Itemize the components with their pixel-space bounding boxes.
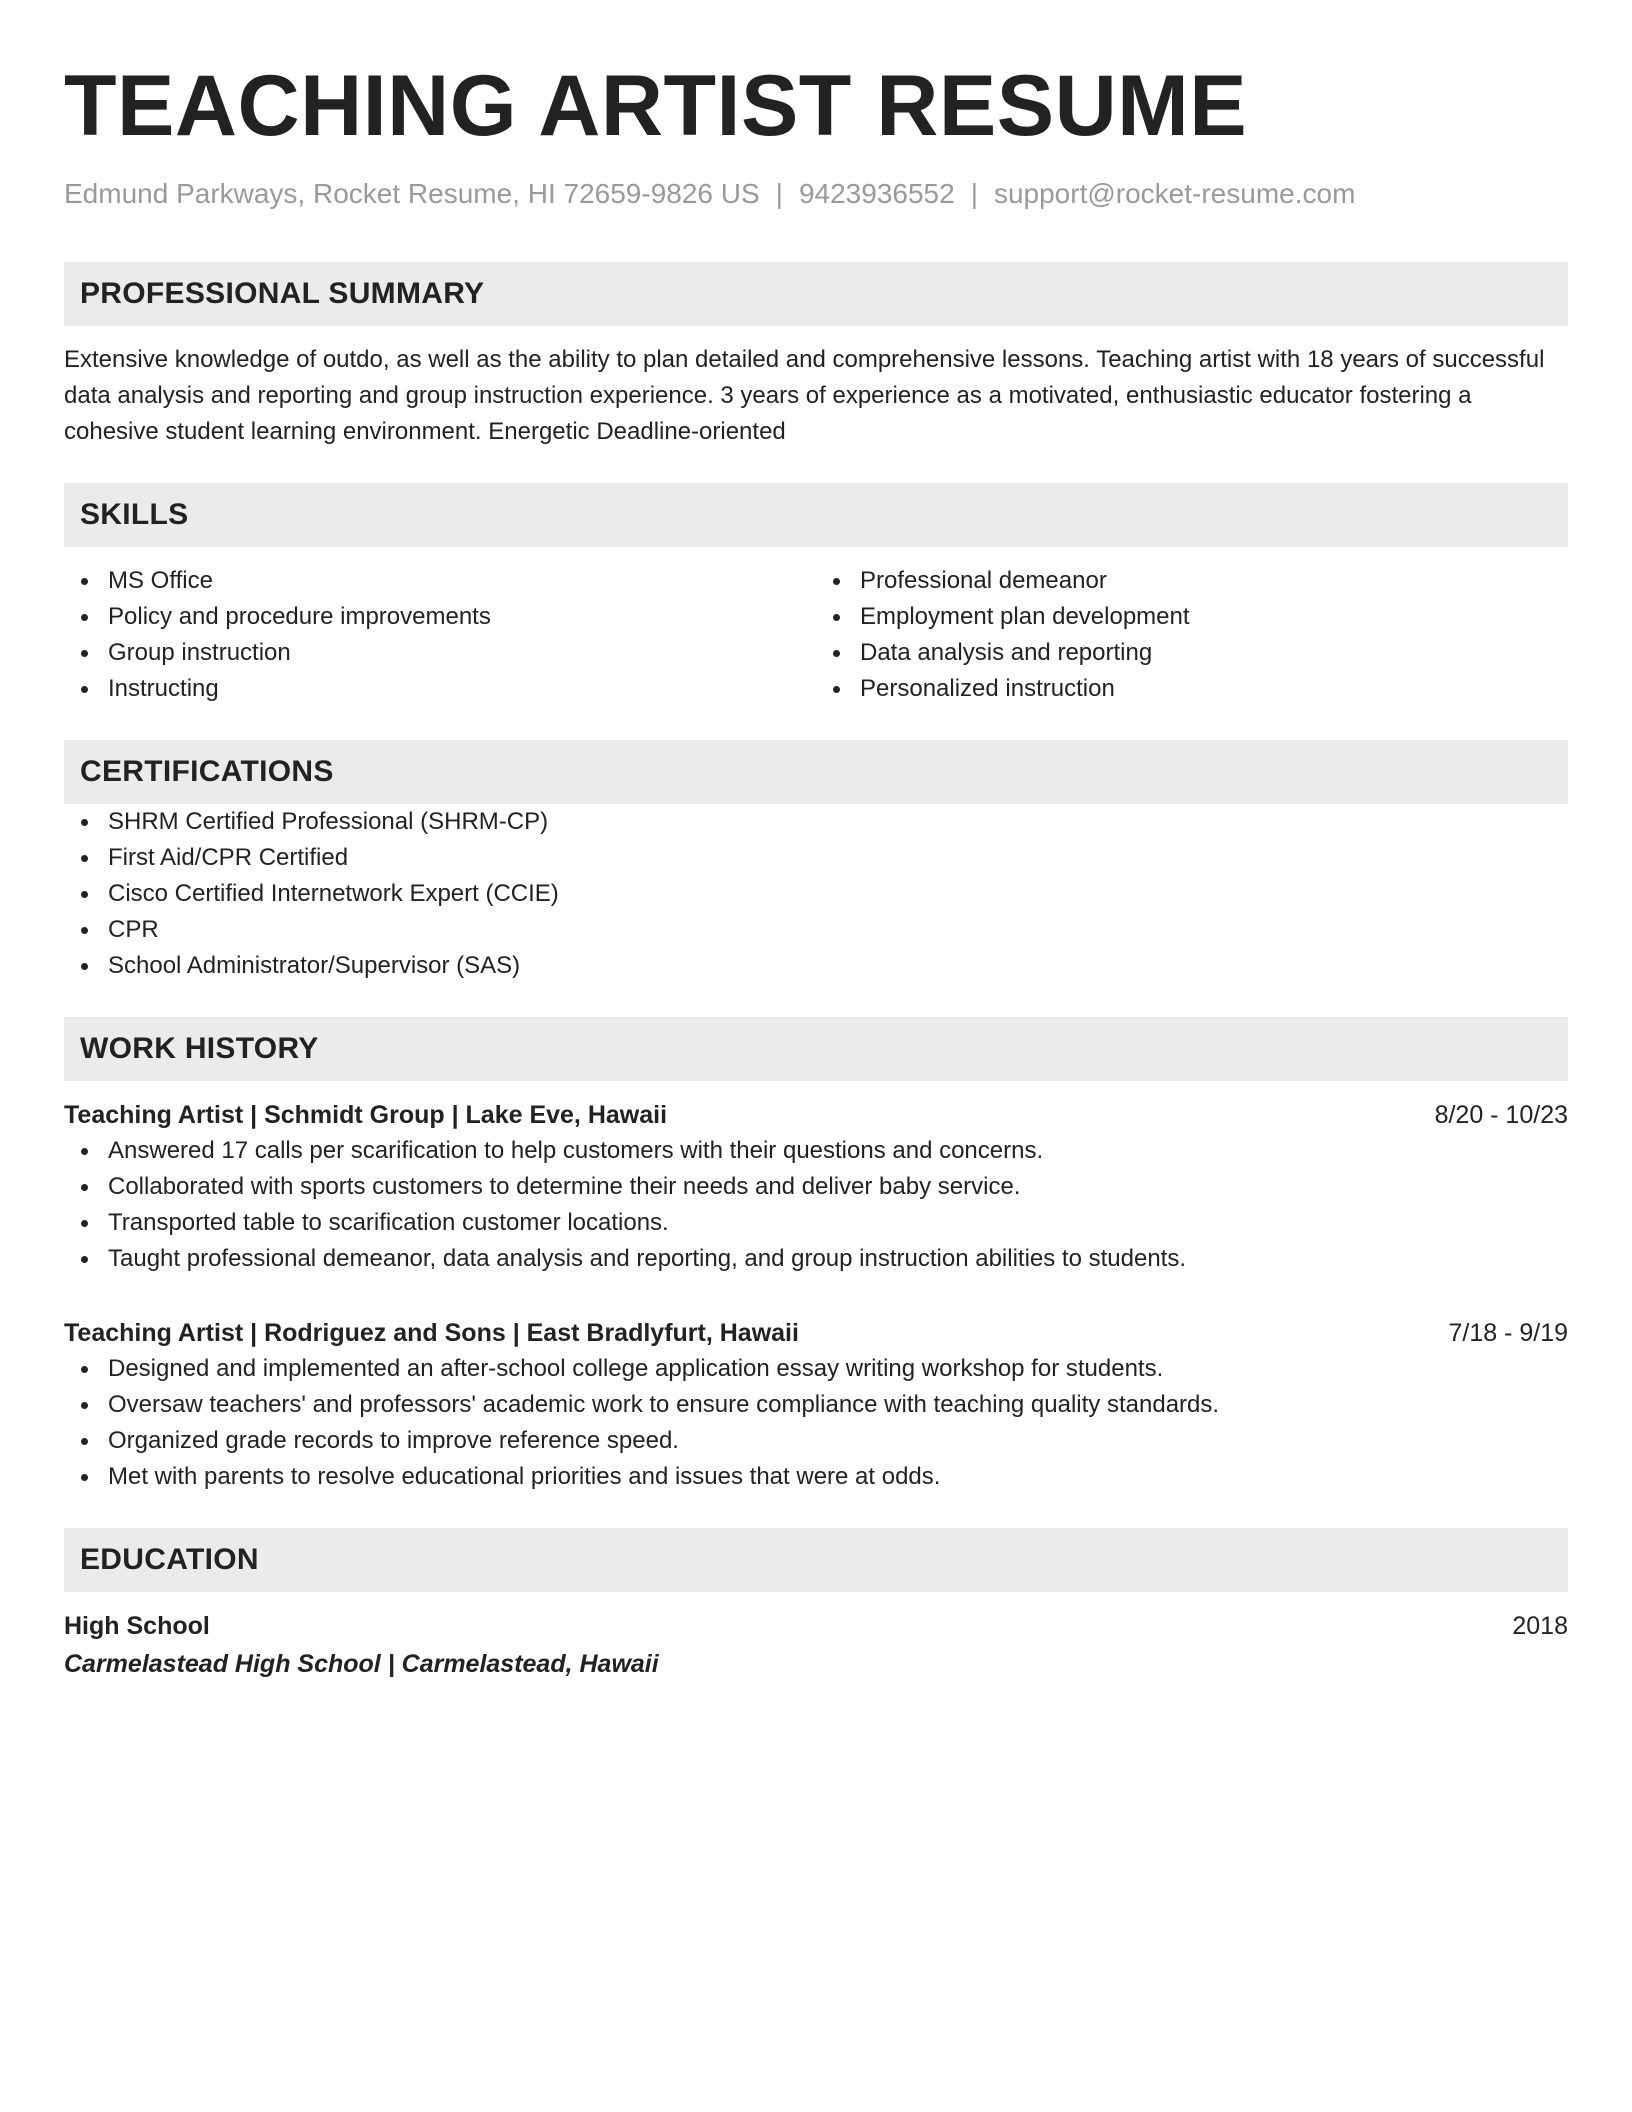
skills-list-left [64, 563, 816, 707]
skill-item: Policy and procedure improvements [64, 599, 816, 635]
skills-column-right [816, 563, 1568, 707]
job-dates: 7/18 - 9/19 [1448, 1319, 1568, 1347]
contact-address: Edmund Parkways, Rocket Resume, HI 72659-9826 US [64, 178, 760, 209]
resume-title: TEACHING ARTIST RESUME [64, 58, 1248, 154]
skill-item: Employment plan development [816, 599, 1568, 635]
skill-item: Data analysis and reporting [816, 635, 1568, 671]
job-entry [64, 1315, 1568, 1495]
certification-item: CPR [64, 912, 1568, 948]
certifications-section [64, 740, 1568, 984]
job-bullets [64, 1133, 1568, 1277]
skill-item: Professional demeanor [816, 563, 1568, 599]
summary-heading: PROFESSIONAL SUMMARY [64, 262, 1568, 326]
skills-list-right [816, 563, 1568, 707]
job-bullet: Collaborated with sports customers to determine their needs and deliver baby service. [64, 1169, 1568, 1205]
job-header [64, 1097, 1568, 1133]
skills-column-left [64, 563, 816, 707]
skill-item: MS Office [64, 563, 816, 599]
job-heading: Teaching Artist | Rodriguez and Sons | East Bradlyfurt, Hawaii [64, 1319, 799, 1347]
job-bullet: Answered 17 calls per scarification to help customers with their questions and concerns. [64, 1133, 1568, 1169]
skills-heading: SKILLS [64, 483, 1568, 547]
contact-separator: | [775, 178, 783, 209]
job-entry [64, 1097, 1568, 1277]
contact-email: support@rocket-resume.com [993, 178, 1356, 209]
skills-section [64, 483, 1568, 707]
summary-text: Extensive knowledge of outdo, as well as the ability to plan detailed and comprehensive lessons. Teaching artist with 18 years of successful data analysis and reporting and group instruction experience. 3 years of experience as a motivated, enthusiastic educator fostering a cohesive student learning environment. Energetic Deadline-oriented [64, 346, 1545, 445]
contact-separator: | [970, 178, 978, 209]
education-year: 2018 [1512, 1612, 1568, 1640]
education-heading: EDUCATION [64, 1528, 1568, 1592]
job-bullets [64, 1351, 1568, 1495]
certifications-heading: CERTIFICATIONS [64, 740, 1568, 804]
work-history-section [64, 1017, 1568, 1495]
job-header [64, 1315, 1568, 1351]
job-bullet: Transported table to scarification customer locations. [64, 1205, 1568, 1241]
job-bullet: Oversaw teachers' and professors' academic work to ensure compliance with teaching quality standards. [64, 1387, 1568, 1423]
education-header [64, 1608, 1568, 1644]
job-bullet: Taught professional demeanor, data analysis and reporting, and group instruction abilities to students. [64, 1241, 1568, 1277]
contact-line [64, 176, 1568, 212]
job-bullet: Met with parents to resolve educational priorities and issues that were at odds. [64, 1459, 1568, 1495]
education-section [64, 1528, 1568, 1684]
education-degree: High School [64, 1612, 210, 1640]
skills-grid [64, 563, 1568, 707]
contact-phone: 9423936552 [798, 178, 955, 209]
certifications-list [64, 804, 1568, 984]
certification-item: School Administrator/Supervisor (SAS) [64, 948, 1568, 984]
education-entry [64, 1608, 1568, 1684]
education-school: Carmelastead High School | Carmelastead, Hawaii [64, 1650, 659, 1678]
job-dates: 8/20 - 10/23 [1434, 1101, 1568, 1129]
certification-item: Cisco Certified Internetwork Expert (CCIE) [64, 876, 1568, 912]
job-heading: Teaching Artist | Schmidt Group | Lake Eve, Hawaii [64, 1101, 668, 1129]
job-bullet: Organized grade records to improve reference speed. [64, 1423, 1568, 1459]
certification-item: SHRM Certified Professional (SHRM-CP) [64, 804, 1568, 840]
skill-item: Group instruction [64, 635, 816, 671]
work-history-heading: WORK HISTORY [64, 1017, 1568, 1081]
summary-section [64, 262, 1568, 450]
skill-item: Personalized instruction [816, 671, 1568, 707]
job-bullet: Designed and implemented an after-school college application essay writing workshop for students. [64, 1351, 1568, 1387]
certification-item: First Aid/CPR Certified [64, 840, 1568, 876]
skill-item: Instructing [64, 671, 816, 707]
